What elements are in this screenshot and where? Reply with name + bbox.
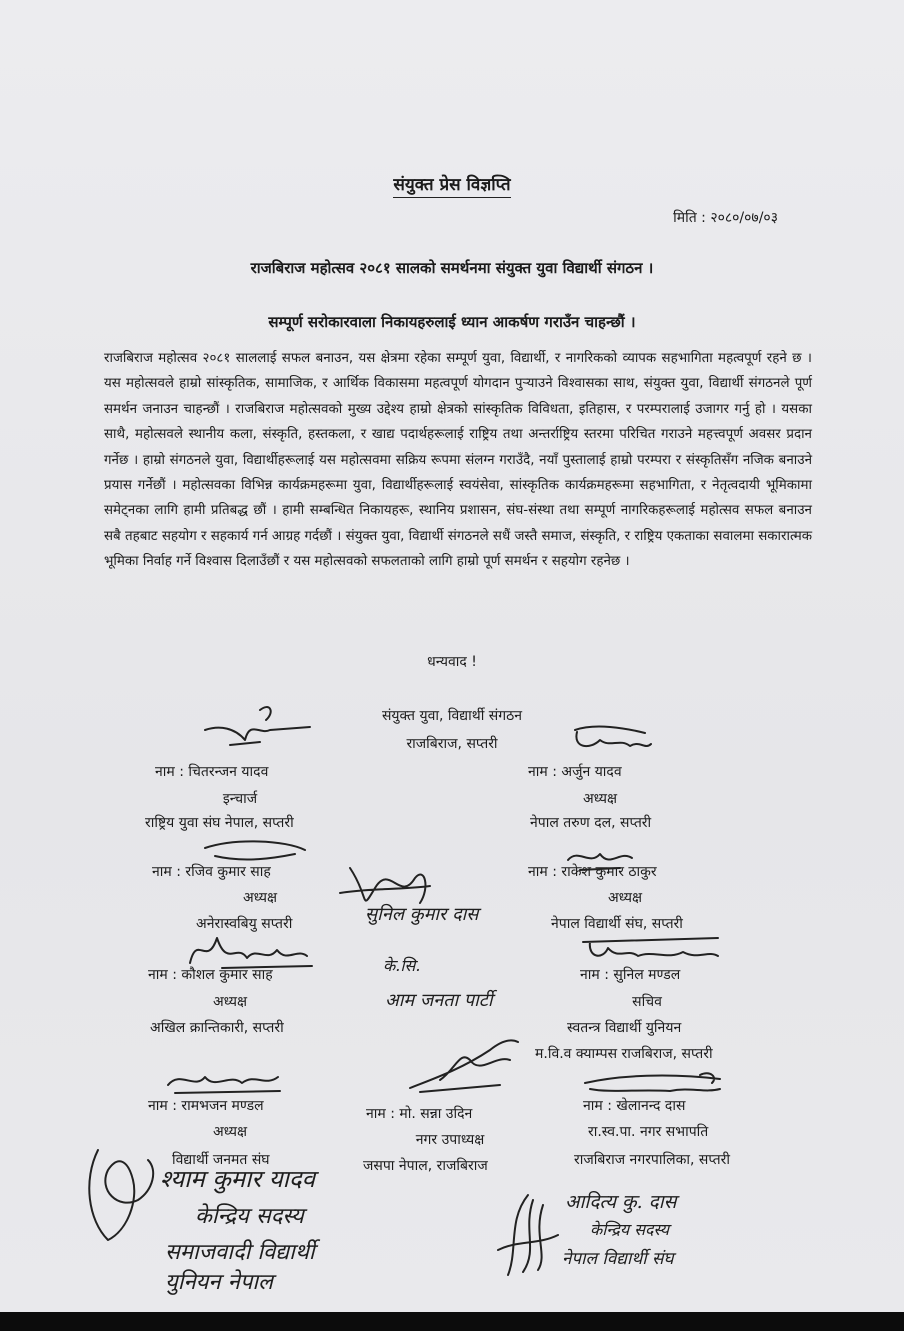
- org-name: संयुक्त युवा, विद्यार्थी संगठन: [381, 708, 523, 724]
- document-date: मिति : २०८०/०७/०३: [673, 210, 778, 226]
- signatory-organisation: स्वतन्त्र विद्यार्थी युनियन: [567, 1020, 682, 1036]
- signatory-name: नाम : रामभजन मण्डल: [148, 1098, 264, 1114]
- org-location: राजबिराज, सप्तरी: [406, 736, 498, 752]
- signatory-name: नाम : कौशल कुमार साह: [148, 967, 273, 983]
- signatory-role: अध्यक्ष: [242, 890, 278, 906]
- document-title: संयुक्त प्रेस विज्ञप्ति: [0, 172, 904, 195]
- signatory-name: नाम : चितरन्जन यादव: [155, 764, 269, 780]
- bottom-bar: [0, 1312, 904, 1331]
- signature-chitranjan: [200, 700, 320, 755]
- handwritten-shyam-org2: युनियन नेपाल: [165, 1270, 273, 1295]
- document-attention-line: सम्पूर्ण सरोकारवाला निकायहरुलाई ध्यान आकर्षण गराउँन चाहन्छौं ।: [268, 313, 636, 331]
- handwritten-shyam-org: समाजवादी विद्यार्थी: [165, 1240, 315, 1265]
- signatory-organisation: विद्यार्थी जनमत संघ: [172, 1152, 270, 1168]
- signatory-role: रा.स्व.पा. नगर सभापति: [588, 1124, 709, 1140]
- signatory-role: अध्यक्ष: [582, 791, 618, 807]
- signature-sanna: [400, 1030, 530, 1100]
- thanks-text: धन्यवाद !: [427, 654, 477, 670]
- document-body: राजबिराज महोत्सव २०८१ साललाई सफल बनाउन, यस क्षेत्रमा रहेका सम्पूर्ण युवा, विद्यार्थी, र नागरिकको व्यापक सहभागिता महत्वपूर्ण रहने छ । यस महोत्सवले हाम्रो सांस्कृतिक, सामाजिक, र आर्थिक विकासमा महत्वपूर्ण योगदान पुऱ्याउने विश्वासका साथ, संयुक्त युवा, विद्यार्थी संगठनले पूर्ण समर्थन जनाउन चाहन्छौं । राजबिराज महोत्सवको मुख्य उद्देश्य हाम्रो क्षेत्रको सांस्कृतिक विविधता, इतिहास, र परम्परालाई उजागर गर्नु हो । यसका साथै, महोत्सवले स्थानीय कला, संस्कृति, हस्तकला, र खाद्य पदार्थहरूलाई राष्ट्रिय तथा अन्तर्राष्ट्रिय स्तरमा परिचित गराउने महत्त्वपूर्ण अवसर प्रदान गर्नेछ । हाम्रो संगठनले युवा, विद्यार्थीहरूलाई यस महोत्सवमा सक्रिय रूपमा संलग्न गराउँदै, नयाँ पुस्तालाई हाम्रो परम्परा र संस्कृतिसँग नजिक बनाउने प्रयास गर्नेछौं । महोत्सवका विभिन्न कार्यक्रमहरूमा युवा, विद्यार्थीहरूलाई स्वयंसेवा, सांस्कृतिक कार्यक्रमहरूमा सहभागिता, र नेतृत्वदायी भूमिकामा समेट्नका लागि हामी प्रतिबद्ध छौं । हामी सम्बन्धित निकायहरू, स्थानिय प्रशासन, संघ-संस्था तथा सम्पूर्ण नागरिकहरूलाई महोत्सव सफल बनाउन सबै तहबाट सहयोग र सहकार्य गर्न आग्रह गर्दछौं । संयुक्त युवा, विद्यार्थी संगठनले सधैं जस्तै समाज, संस्कृति, र राष्ट्रिय एकताका सवालमा सकारात्मक भूमिका निर्वाह गर्ने विश्वास दिलाउँछौं र यस महोत्सवको सफलताको लागि हाम्रो पूर्ण समर्थन र सहयोग रहनेछ ।: [104, 351, 812, 570]
- signature-rajiv: [195, 828, 315, 868]
- signature-khelanand: [580, 1065, 730, 1099]
- signatory-organisation: नेपाल विद्यार्थी संघ, सप्तरी: [551, 916, 683, 932]
- handwritten-title: के.सि.: [383, 956, 421, 975]
- signature-aditya-scribble: [488, 1190, 568, 1280]
- signatory-organisation: नेपाल तरुण दल, सप्तरी: [530, 815, 652, 831]
- signatory-name: नाम : राकेश कुमार ठाकुर: [528, 864, 657, 880]
- handwritten-shyam-role: केन्द्रिय सदस्य: [195, 1204, 304, 1229]
- handwritten-shyam-name: श्याम कुमार यादव: [160, 1165, 315, 1193]
- signatory-name: नाम : अर्जुन यादव: [528, 764, 622, 780]
- handwritten-aditya-name: आदित्य कु. दास: [565, 1191, 677, 1213]
- signatory-campus: म.वि.व क्याम्पस राजबिराज, सप्तरी: [535, 1046, 713, 1062]
- signatory-organisation: राजबिराज नगरपालिका, सप्तरी: [574, 1152, 731, 1168]
- signatory-role: इन्चार्ज: [222, 791, 258, 807]
- handwritten-party: आम जनता पार्टी: [385, 990, 493, 1011]
- signature-rakesh: [560, 840, 640, 876]
- signatory-organisation: राष्ट्रिय युवा संघ नेपाल, सप्तरी: [145, 815, 294, 831]
- signatory-role: सचिव: [632, 994, 662, 1010]
- handwritten-aditya-org: नेपाल विद्यार्थी संघ: [562, 1249, 674, 1269]
- handwritten-aditya-role: केन्द्रिय सदस्य: [590, 1220, 670, 1239]
- signatory-role: नगर उपाध्यक्ष: [415, 1132, 485, 1148]
- signature-arjun: [565, 718, 665, 763]
- signature-shyam-scribble: [78, 1140, 168, 1250]
- signatory-organisation: अनेरास्वबियु सप्तरी: [196, 916, 293, 932]
- signature-sunil: [578, 930, 728, 970]
- signatory-name: नाम : रजिव कुमार साह: [152, 864, 271, 880]
- signatory-role: अध्यक्ष: [212, 994, 248, 1010]
- document-subheading: राजबिराज महोत्सव २०८१ सालको समर्थनमा संयुक्त युवा विद्यार्थी संगठन ।: [250, 259, 654, 277]
- handwritten-name: सुनिल कुमार दास: [365, 904, 479, 925]
- signature-rambhajan: [160, 1065, 290, 1099]
- signatory-role: अध्यक्ष: [212, 1124, 248, 1140]
- signature-kaushal: [182, 928, 332, 973]
- signatory-organisation: अखिल क्रान्तिकारी, सप्तरी: [150, 1020, 284, 1036]
- signatory-organisation: जसपा नेपाल, राजबिराज: [363, 1158, 488, 1174]
- signatory-name: नाम : खेलानन्द दास: [583, 1098, 686, 1114]
- signatory-name: नाम : सुनिल मण्डल: [580, 967, 681, 983]
- signatory-name: नाम : मो. सन्ना उदिन: [366, 1106, 473, 1122]
- signatory-role: अध्यक्ष: [607, 890, 643, 906]
